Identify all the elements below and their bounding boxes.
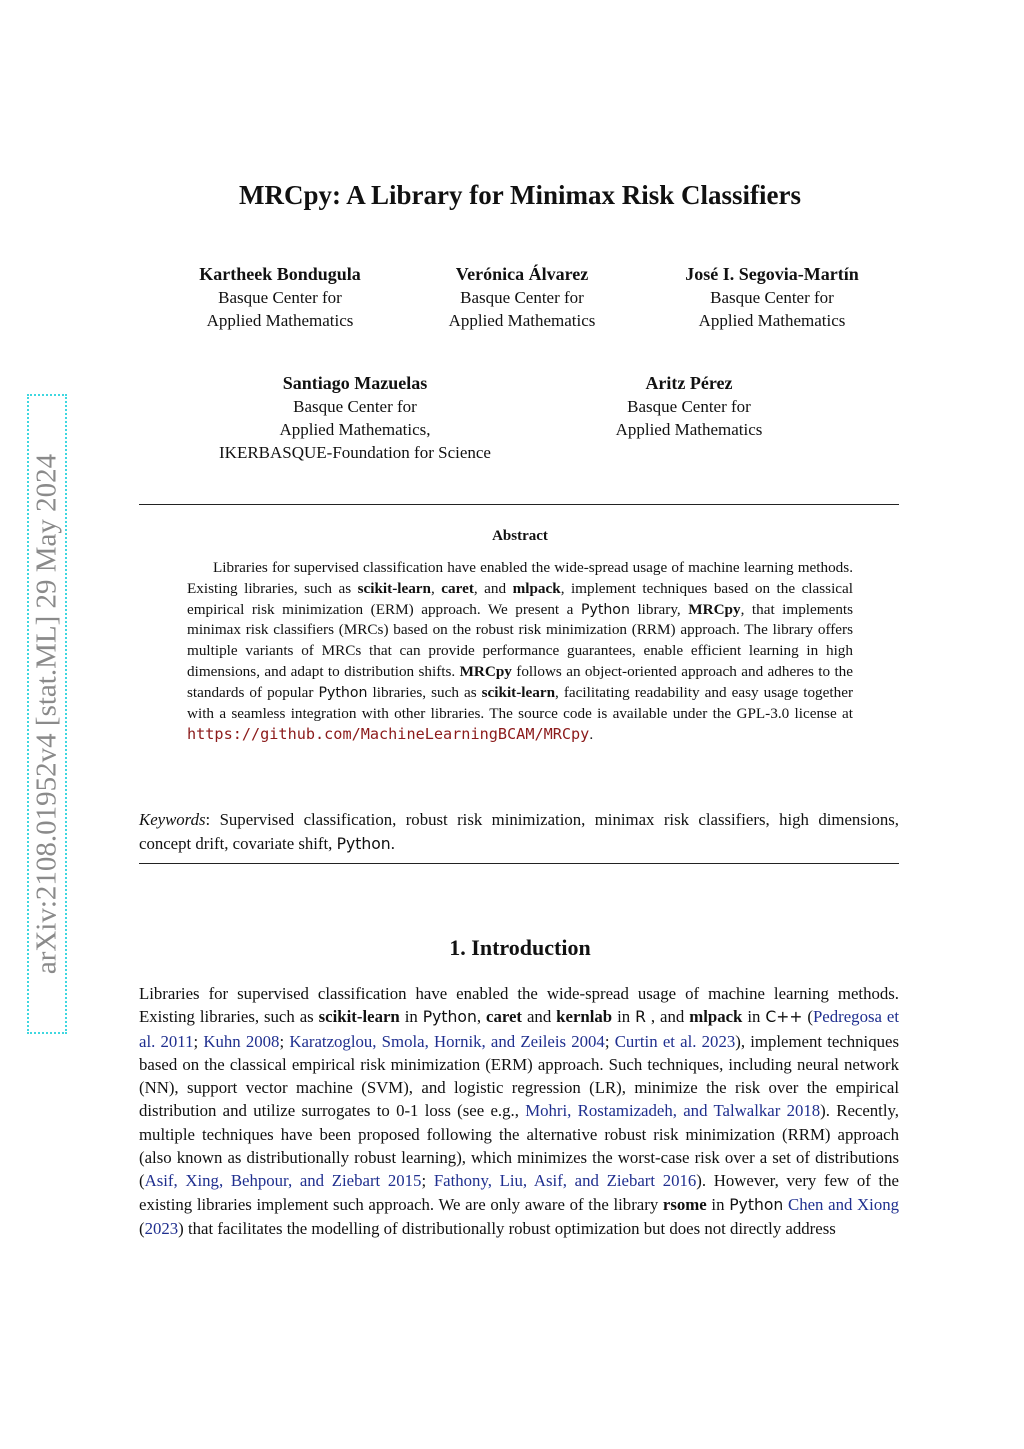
- citation-link[interactable]: Karatzoglou, Smola, Hornik, and Zeileis 2004: [289, 1031, 605, 1051]
- bottom-divider: [139, 863, 899, 864]
- abstract-heading: Abstract: [492, 528, 548, 544]
- author-affiliation-line: Basque Center for: [218, 288, 342, 307]
- citation-link[interactable]: Curtin et al. 2023: [614, 1031, 736, 1051]
- author-affiliation-line: IKERBASQUE-Foundation for Science: [219, 443, 491, 462]
- section-heading-introduction: 1. Introduction: [449, 935, 591, 960]
- author-name: Aritz Pérez: [645, 373, 733, 393]
- author-block: [150, 263, 410, 332]
- keywords-label: Keywords: [139, 810, 206, 829]
- abstract-text: Libraries for supervised classification have enabled the wide-spread usage of machine learning methods. Existing libraries, such as scikit-learn, caret, and mlpack, implement techniques based on the classical empirical risk minimization (ERM) approach. We present a Python library, MRCpy, that implements minimax risk classifiers (MRCs) based on the robust risk minimization (RRM) approach. The library offers multiple variants of MRCs that can provide performance guarantees, enable efficient learning in high dimensions, and adapt to distribution shifts. MRCpy follows an object-oriented approach and adheres to the standards of popular Python libraries, such as scikit-learn, facilitating readability and easy usage together with a seamless integration with other libraries. The source code is available under the GPL-3.0 license at https://github.com/MachineLearningBCAM/MRCpy.: [187, 559, 854, 744]
- top-divider: [139, 504, 899, 505]
- citation-link[interactable]: Chen and Xiong: [788, 1194, 899, 1214]
- author-name: Kartheek Bondugula: [199, 264, 361, 284]
- citation-link[interactable]: Mohri, Rostamizadeh, and Talwalkar 2018: [525, 1101, 821, 1121]
- author-affiliation-line: Applied Mathematics: [615, 420, 763, 439]
- citation-link[interactable]: Asif, Xing, Behpour, and Ziebart 2015: [144, 1171, 422, 1191]
- repository-link[interactable]: https://github.com/MachineLearningBCAM/MRCpy: [187, 725, 590, 744]
- author-block: [175, 372, 535, 464]
- arxiv-identifier-text: arXiv:2108.01952v4 [stat.ML] 29 May 2024: [30, 453, 63, 975]
- author-affiliation-line: Basque Center for: [710, 288, 834, 307]
- author-affiliation-line: Basque Center for: [460, 288, 584, 307]
- author-block: [392, 263, 652, 332]
- author-affiliation-line: Applied Mathematics: [448, 311, 596, 330]
- author-affiliation-line: Applied Mathematics,: [279, 420, 431, 439]
- author-affiliation-line: Basque Center for: [293, 397, 417, 416]
- author-block: [569, 372, 809, 441]
- author-name: Verónica Álvarez: [455, 264, 589, 284]
- author-affiliation-line: Applied Mathematics: [206, 311, 354, 330]
- author-name: Santiago Mazuelas: [282, 373, 428, 393]
- introduction-paragraph: Libraries for supervised classification have enabled the wide-spread usage of machine learning methods. Existing libraries, such as scikit-learn in Python, caret and kernlab in R , and mlpack in C++ (Pedregosa et al. 2011; Kuhn 2008; Karatzoglou, Smola, Hornik, and Zeileis 2004; Curtin et al. 2023), implement techniques based on the classical empirical risk minimization (ERM) approach. Such techniques, including neural network (NN), support vector machine (SVM), and logistic regression (LR), minimize the risk over the empirical distribution and utilize surrogates to 0-1 loss (see e.g., Mohri, Rostamizadeh, and Talwalkar 2018). Recently, multiple techniques have been proposed following the alternative robust risk minimization (RRM) approach (also known as distributionally robust learning), which minimizes the worst-case risk over a set of distributions (Asif, Xing, Behpour, and Ziebart 2015; Fathony, Liu, Asif, and Ziebart 2016). However, very few of the existing libraries implement such approach. We are only aware of the library rsome in Python Chen and Xiong (2023) that facilitates the modelling of distributionally robust optimization but does not directly address: [139, 984, 900, 1238]
- arxiv-identifier-stamp: [27, 394, 67, 1034]
- author-affiliation-line: Applied Mathematics: [698, 311, 846, 330]
- author-block: [632, 263, 912, 332]
- citation-link[interactable]: 2023: [144, 1218, 179, 1238]
- author-name: José I. Segovia-Martín: [685, 264, 859, 284]
- author-affiliation-line: Basque Center for: [627, 397, 751, 416]
- paper-title: MRCpy: A Library for Minimax Risk Classifiers: [239, 180, 801, 210]
- keywords-paragraph: Keywords: Supervised classification, robust risk minimization, minimax risk classifiers, high dimensions, concept drift, covariate shift, Python.: [139, 810, 899, 853]
- citation-link[interactable]: Kuhn 2008: [203, 1031, 280, 1051]
- citation-link[interactable]: Pedregosa et al. 2011: [139, 1007, 899, 1051]
- citation-link[interactable]: Fathony, Liu, Asif, and Ziebart 2016: [433, 1171, 697, 1191]
